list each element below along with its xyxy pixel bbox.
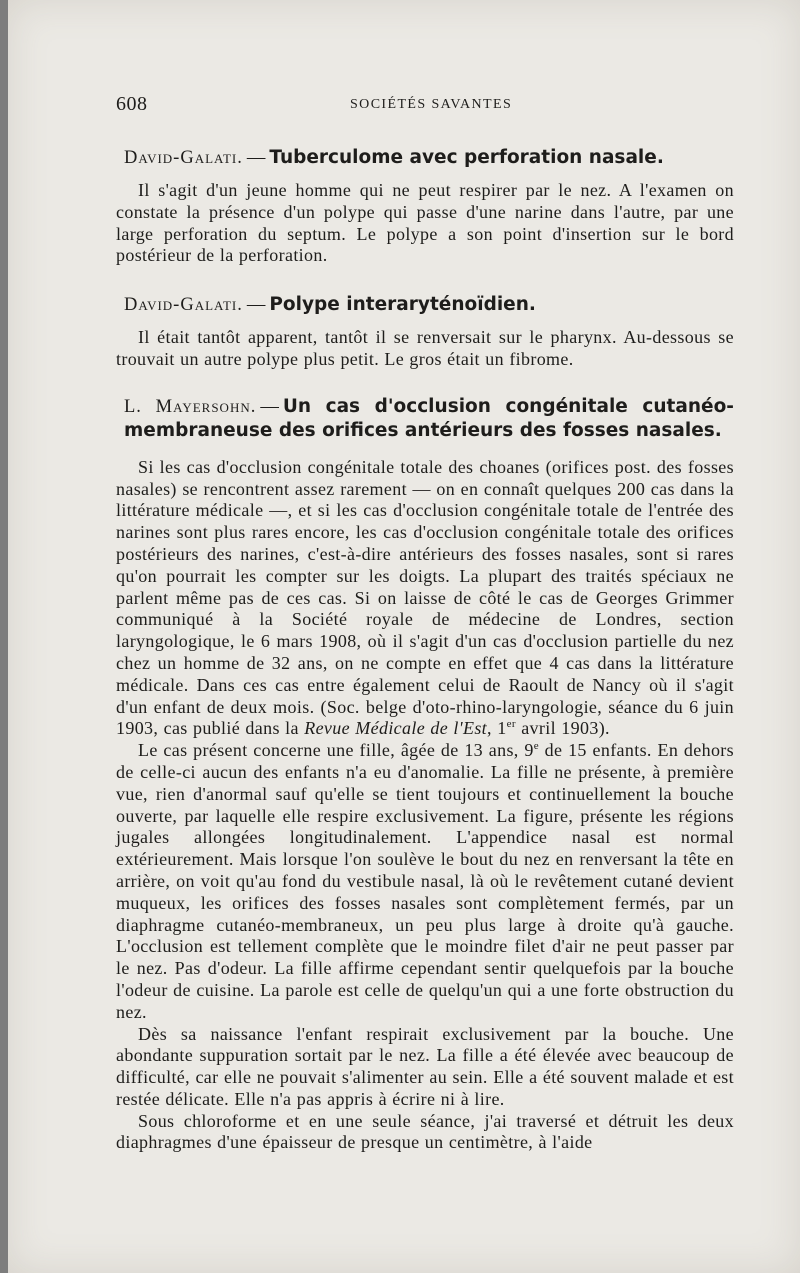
heading-separator: — [260,396,279,417]
entry-title: Polype interaryténoïdien. [269,294,536,316]
entry-heading [116,293,734,317]
page-header [8,93,800,119]
page-content [116,146,734,1154]
ordinal-suffix: er [506,718,516,731]
body-paragraph: Sous chloroforme et en une seule séance, j'ai traversé et détruit les deux diaphragmes d'une épaisseur de presque un centimètre, à l'aide [116,1110,734,1153]
entry-polype [116,293,734,371]
entry-heading [116,395,734,443]
entry-heading [116,146,734,170]
section-spacer [116,267,734,293]
body-paragraph [116,457,734,740]
heading-separator: — [246,295,266,316]
entry-tuberculome [116,146,734,267]
section-spacer [116,371,734,395]
heading-separator: — [246,148,266,168]
author-name: David-Galati. [124,148,243,168]
ordinal-suffix: e [533,740,539,753]
body-paragraph: Il s'agit d'un jeune homme qui ne peut respirer par le nez. A l'examen on constate la présence d'un polype qui passe d'une narine dans l'autre, par une large perforation du septum. Le polype a son point d'insertion sur le bord postérieur de la perforation. [116,180,734,266]
citation-day: , 1 [487,718,507,739]
author-name: L. Mayersohn. [124,396,257,417]
author-name: David-Galati. [124,295,243,316]
body-paragraph: Dès sa naissance l'enfant respirait exclusivement par la bouche. Une abondante suppuration sortait par le nez. La fille a été élevée avec beaucoup de difficulté, car elle ne pouvait s'alimenter au sein. Elle a été souvent malade et est restée délicate. Elle n'a pas appris à écrire ni à lire. [116,1023,734,1109]
paragraph-text: Si les cas d'occlusion congénitale totale des choanes (orifices post. des fosses nasales) se rencontrent assez rarement — on en connaît quelques 200 cas dans la littérature médicale —, et si les cas d'occlusion congénitale totale de l'entrée des narines sont plus rares encore, les cas d'occlusion congénitale totale des orifices postérieurs des narines, c'est-à-dire antérieurs des fosses nasales, sont si rares qu'on pourrait les compter sur les doigts. La plupart des traités spéciaux ne parlent même pas de ces cas. Si on laisse de côté le cas de Georges Grimmer communiqué à la Société royale de médecine de Londres, section laryngologique, le 6 mars 1908, où il s'agit d'un cas d'occlusion partielle du nez chez un homme de 32 ans, on ne compte en effet que 4 cas dans la littérature médicale. Dans ces cas entre également celui de Raoult de Nancy où il s'agit d'un enfant de deux mois. (Soc. belge d'oto-rhino-laryngologie, séance du 6 juin 1903, cas publié dans la [116,456,734,739]
page-number: 608 [116,93,148,115]
journal-title: Revue Médicale de l'Est [304,718,488,739]
paragraph-text: Le cas présent concerne une fille, âgée de 13 ans, 9 [138,740,534,761]
book-page [8,0,800,1273]
entry-title: Tuberculome avec perforation nasale. [269,147,664,168]
paragraph-text: de 15 enfants. En dehors de celle-ci aucun des enfants n'a eu d'anomalie. La fille ne présente, à première vue, rien d'anormal sauf qu'elle se tient toujours et continuellement la bouche ouverte, par laquelle elle respire exclusivement. La figure, présente les régions jugales allongées longitudinalement. L'appendice nasal est normal extérieurement. Mais lorsque l'on soulève le bout du nez en renversant la tête en arrière, on voit qu'au fond du vestibule nasal, là où le revêtement cutané devient muqueux, les orifices des fosses nasales sont complètement fermés, par un diaphragme cutanéo-membraneux, un peu plus large à droite qu'à gauche. L'occlusion est tellement complète que le moindre filet d'air ne peut passer par le nez. Pas d'odeur. La fille affirme cependant sentir quelquefois par la bouche l'odeur de cuisine. La parole est celle de quelqu'un qui a une forte obstruction du nez. [116,740,734,1022]
entry-occlusion [116,395,734,1155]
body-paragraph: Il était tantôt apparent, tantôt il se renversait sur le pharynx. Au-dessous se trouvait un autre polype plus petit. Le gros était un fibrome. [116,327,734,369]
citation-date: avril 1903). [515,718,610,739]
running-title: SOCIÉTÉS SAVANTES [350,97,513,112]
body-paragraph [116,740,734,1023]
entry-title: Un cas d'occlusion congénitale cutanéo-membraneuse des orifices antérieurs des fosses nasales. [124,395,734,441]
